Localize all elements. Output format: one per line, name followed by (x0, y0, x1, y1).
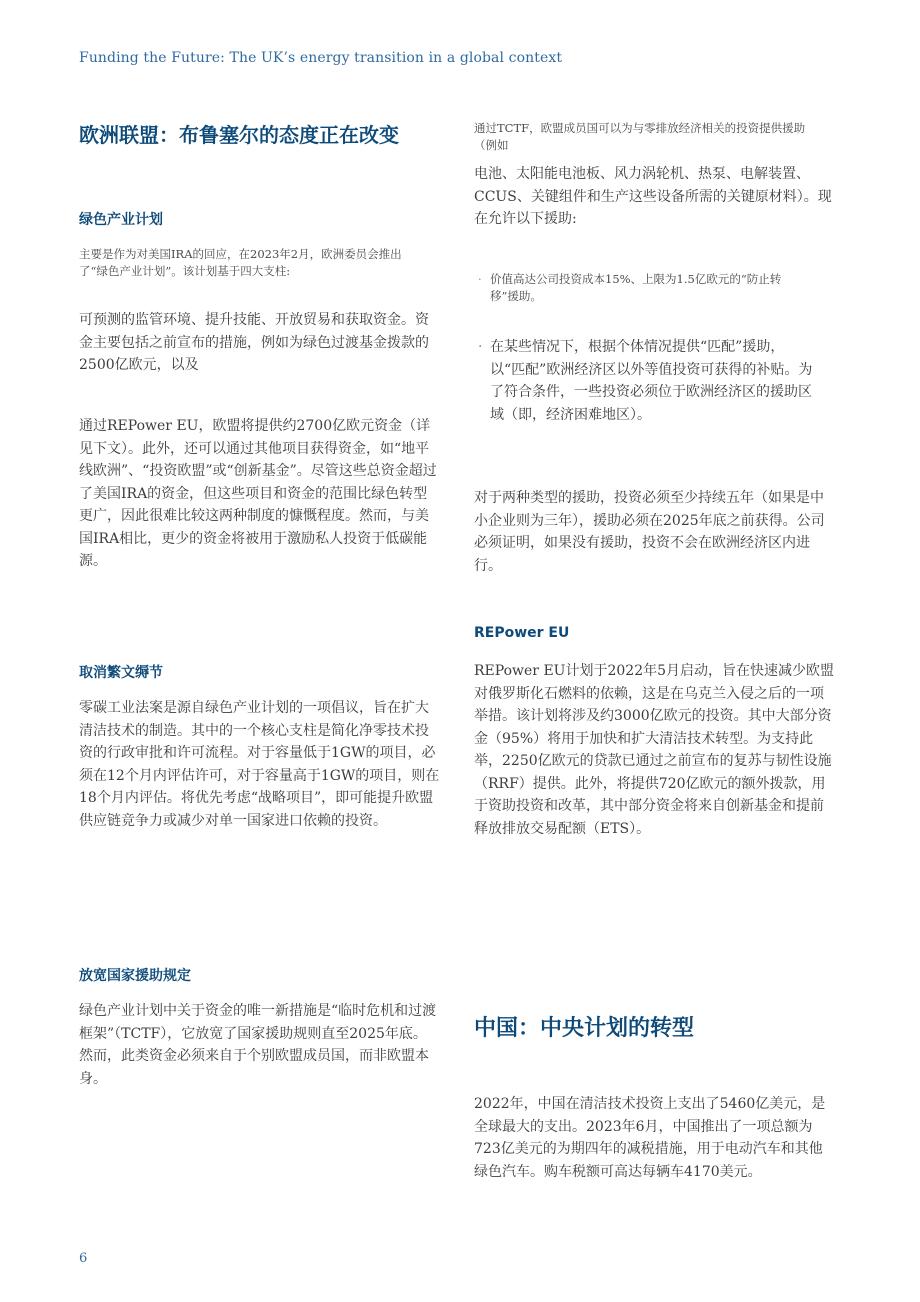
tctf-paragraph: 电池、太阳能电池板、风力涡轮机、热泵、电解装置、CCUS、关键组件和生产这些设备所需的关键原材料）。现在允许以下援助: (474, 166, 832, 227)
bullet-item-1: 价值高达公司投资成本15%、上限为1.5亿欧元的“防止转移”援助。 (490, 272, 782, 303)
repower-eu-heading: REPower EU (474, 625, 570, 641)
green-plan-paragraph-2: 通过REPower EU，欧盟将提供约2700亿欧元资金（详见下文）。此外，还可以通过其他项目获得资金，如“地平线欧洲”、“投资欧盟”或“创新基金”。尽管这些总资金超过了美国IRA的资金，但这些项目和资金的范围比绿色转型更广，因此很难比较这两种制度的慷慨程度。然而，与美国IRA相比，更少的资金将被用于激励私人投资于低碳能源。 (79, 418, 437, 569)
repower-eu-paragraph: REPower EU计划于2022年5月启动，旨在快速减少欧盟对俄罗斯化石燃料的依赖，这是在乌克兰入侵之后的一项举措。该计划将涉及约3000亿欧元的投资。其中大部分资金（95%）将用于加快和扩大清洁技术转型。为支持此举，2250亿欧元的贷款已通过之前宣布的复苏与韧性设施（RRF）提供。此外，将提供720亿欧元的额外拨款，用于资助投资和改革，其中部分资金将来自创新基金和提前释放排放交易配额（ETS）。 (474, 663, 835, 837)
green-plan-intro: 主要是作为对美国IRA的回应，在2023年2月，欧洲委员会推出了“绿色产业计划”。该计划基于四大支柱: (79, 247, 402, 278)
bullet-marker: · (478, 339, 483, 355)
state-aid-heading: 放宽国家援助规定 (79, 968, 191, 984)
china-section-title: 中国：中央计划的转型 (474, 1016, 695, 1041)
red-tape-heading: 取消繁文缛节 (79, 665, 163, 681)
aid-conditions-paragraph: 对于两种类型的援助，投资必须至少持续五年（如果是中小企业则为三年），援助必须在2025年底之前获得。公司必须证明，如果没有援助，投资不会在欧洲经济区内进行。 (474, 490, 825, 574)
green-industrial-plan-heading: 绿色产业计划 (79, 212, 163, 228)
tctf-intro-small: 通过TCTF，欧盟成员国可以为与零排放经济相关的投资提供援助（例如 (474, 121, 806, 152)
china-paragraph: 2022年，中国在清洁技术投资上支出了5460亿美元，是全球最大的支出。2023年6月，中国推出了一项总额为723亿美元的为期四年的减税措施，用于电动汽车和其他绿色汽车。购车税额可高达每辆车4170美元。 (474, 1096, 826, 1180)
red-tape-paragraph: 零碳工业法案是源自绿色产业计划的一项倡议，旨在扩大清洁技术的制造。其中的一个核心支柱是简化净零技术投资的行政审批和许可流程。对于容量低于1GW的项目，必须在12个月内评估许可，对于容量高于1GW的项目，则在18个月内评估。将优先考虑“战略项目”，即可能提升欧盟供应链竞争力或减少对单一国家进口依赖的投资。 (79, 700, 440, 829)
eu-section-title: 欧洲联盟：布鲁塞尔的态度正在改变 (79, 123, 399, 147)
state-aid-paragraph: 绿色产业计划中关于资金的唯一新措施是“临时危机和过渡框架”（TCTF），它放宽了国家援助规则直至2025年底。然而，此类资金必须来自于个别欧盟成员国，而非欧盟本身。 (79, 1003, 437, 1087)
page-number: 6 (79, 1251, 88, 1266)
bullet-item-2: 在某些情况下，根据个体情况提供“匹配”援助，以“匹配”欧洲经济区以外等值投资可获得的补贴。为了符合条件，一些投资必须位于欧洲经济区的援助区域（即，经济困难地区）。 (490, 339, 813, 423)
green-plan-paragraph-1: 可预测的监管环境、提升技能、开放贸易和获取资金。资金主要包括之前宣布的措施，例如为绿色过渡基金拨款的2500亿欧元，以及 (79, 312, 429, 373)
bullet-marker: · (478, 272, 482, 286)
running-header: Funding the Future: The UK’s energy transition in a global context (79, 50, 563, 66)
